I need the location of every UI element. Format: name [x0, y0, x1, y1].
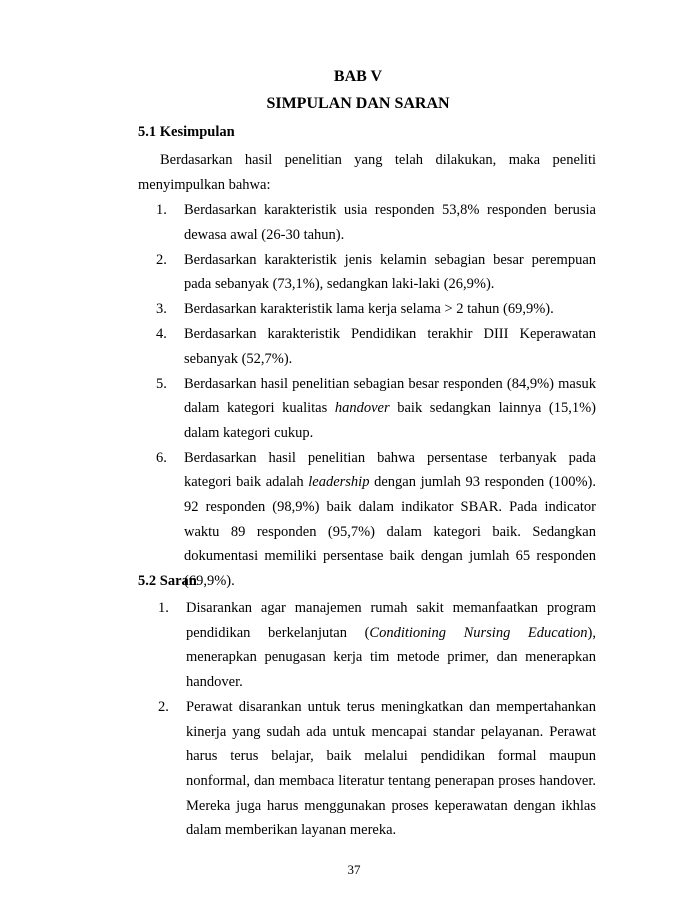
list-item-text: Perawat disarankan untuk terus meningkatkan dan mempertahankan kinerja yang sudah ada untuk mencapai standar pelayanan. Perawat harus terus belajar, baik melalui pendidikan formal maupun nonformal, dan membaca literatur tentang penerapan proses handover. Mereka juga harus menggunakan proses keperawatan dengan ikhlas dalam memberikan layanan mereka.: [186, 698, 596, 839]
list-item-text: ), menerapkan penugasan kerja tim metode primer, dan menerapkan handover.: [186, 624, 597, 691]
list-item: [138, 198, 596, 247]
chapter-title: SIMPULAN DAN SARAN: [266, 95, 450, 112]
list-item-text: dengan jumlah 93 responden (100%). 92 responden (98,9%) baik dalam indikator SBAR. Pada indicator waktu 89 responden (95,7%) dalam kategori baik. Sedangkan dokumentasi memiliki persentase baik dengan jumlah 65 responden (69,9%).: [184, 474, 596, 589]
list-number: 2.: [156, 251, 167, 268]
kesimpulan-list: [138, 198, 596, 594]
list-item-text: Berdasarkan karakteristik Pendidikan terakhir DIII Keperawatan sebanyak (52,7%).: [184, 326, 596, 367]
list-item-text: Berdasarkan hasil penelitian sebagian besar responden (84,9%) masuk dalam kategori kualitas: [184, 375, 596, 417]
list-item-emphasis: leadership: [308, 474, 370, 491]
saran-list: [138, 596, 596, 843]
list-number: 2.: [158, 698, 169, 715]
list-item: [138, 372, 596, 446]
list-item: [138, 695, 596, 843]
list-item-text: baik sedangkan lainnya (15,1%) dalam kategori cukup.: [184, 400, 596, 441]
list-item-text: Berdasarkan karakteristik lama kerja selama > 2 tahun (69,9%).: [184, 301, 554, 318]
section-heading-kesimpulan: 5.1 Kesimpulan: [138, 124, 235, 140]
list-item-text: Berdasarkan karakteristik jenis kelamin sebagian besar perempuan pada sebanyak (73,1%), sedangkan laki-laki (26,9%).: [184, 251, 596, 293]
list-item-text: Berdasarkan hasil penelitian bahwa persentase terbanyak pada kategori baik adalah: [184, 449, 596, 491]
list-item: [138, 297, 596, 322]
list-number: 1.: [158, 600, 169, 616]
list-number: 1.: [156, 202, 167, 218]
list-item: [138, 322, 596, 371]
section-heading-saran: 5.2 Saran: [138, 573, 197, 589]
list-item: [138, 596, 596, 695]
page-number: 37: [347, 862, 361, 877]
chapter-number: BAB V: [333, 68, 383, 85]
list-item-text: Disarankan agar manajemen rumah sakit memanfaatkan program pendidikan berkelanjutan (: [186, 600, 596, 641]
list-item-text: Berdasarkan karakteristik usia responden 53,8% responden berusia dewasa awal (26-30 tahun).: [184, 202, 596, 243]
list-item-emphasis: Conditioning Nursing Education: [369, 624, 588, 641]
list-number: 5.: [156, 375, 167, 392]
list-item: [138, 248, 596, 297]
list-number: 4.: [156, 326, 167, 343]
list-item-emphasis: handover: [334, 400, 390, 417]
list-number: 6.: [156, 449, 167, 466]
list-item: [138, 446, 596, 594]
kesimpulan-intro: Berdasarkan hasil penelitian yang telah dilakukan, maka peneliti menyimpulkan bahwa:: [138, 152, 596, 193]
list-number: 3.: [156, 301, 167, 318]
